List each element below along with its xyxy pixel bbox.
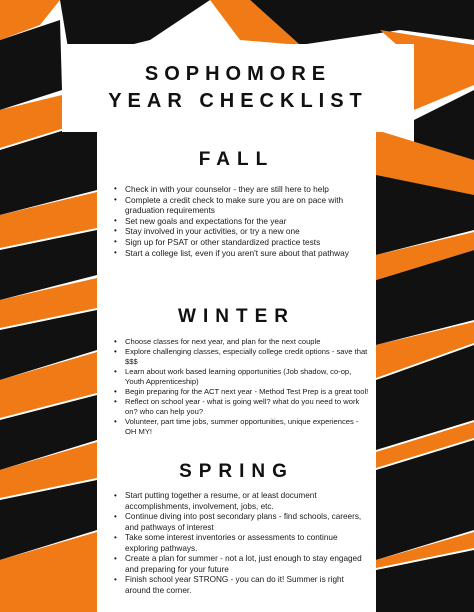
checklist-item: • Learn about work based learning opportunities (Job shadow, co-op, Youth Apprenticeship) xyxy=(125,367,370,387)
checklist-item: • Start putting together a resume, or at least document accomplishments, involvement, jobs, etc. xyxy=(125,491,370,512)
spring-section xyxy=(97,452,376,612)
section-heading: SPRING xyxy=(179,461,294,482)
checklist-item: • Continue diving into post secondary plans - find schools, careers, and pathways of interest xyxy=(125,512,370,533)
checklist-item: • Stay involved in your activities, or try a new one xyxy=(125,226,370,237)
checklist xyxy=(97,491,376,596)
checklist-item: • Volunteer, part time jobs, summer opportunities, unique experiences - OH MY! xyxy=(125,417,370,437)
checklist-item: • Set new goals and expectations for the year xyxy=(125,216,370,227)
checklist-item: • Start a college list, even if you aren't sure about that pathway xyxy=(125,248,370,259)
title-line-2: YEAR CHECKLIST xyxy=(108,90,368,112)
checklist xyxy=(97,184,376,258)
title-line-1: SOPHOMORE xyxy=(144,63,332,85)
checklist-item: • Begin preparing for the ACT next year - Method Test Prep is a great tool! xyxy=(125,387,370,397)
checklist-item: • Choose classes for next year, and plan for the next couple xyxy=(125,337,370,347)
section-heading: FALL xyxy=(198,149,275,170)
section-heading: WINTER xyxy=(178,306,295,327)
checklist-item: • Complete a credit check to make sure you are on pace with graduation requirements xyxy=(125,195,370,216)
checklist-item: • Check in with your counselor - they are still here to help xyxy=(125,184,370,195)
checklist xyxy=(97,337,376,437)
checklist-item: • Finish school year STRONG - you can do it! Summer is right around the corner. xyxy=(125,575,370,596)
winter-section xyxy=(97,296,376,446)
title-panel xyxy=(62,44,414,132)
checklist-item: • Reflect on school year - what is going well? what do you need to work on? who can help you? xyxy=(125,397,370,417)
checklist-item: • Create a plan for summer - not a lot, just enough to stay engaged and preparing for your future xyxy=(125,554,370,575)
checklist-item: • Sign up for PSAT or other standardized practice tests xyxy=(125,237,370,248)
fall-section xyxy=(97,140,376,288)
checklist-item: • Explore challenging classes, especially college credit options - save that $$$ xyxy=(125,347,370,367)
checklist-item: • Take some interest inventories or assessments to continue exploring pathways. xyxy=(125,533,370,554)
